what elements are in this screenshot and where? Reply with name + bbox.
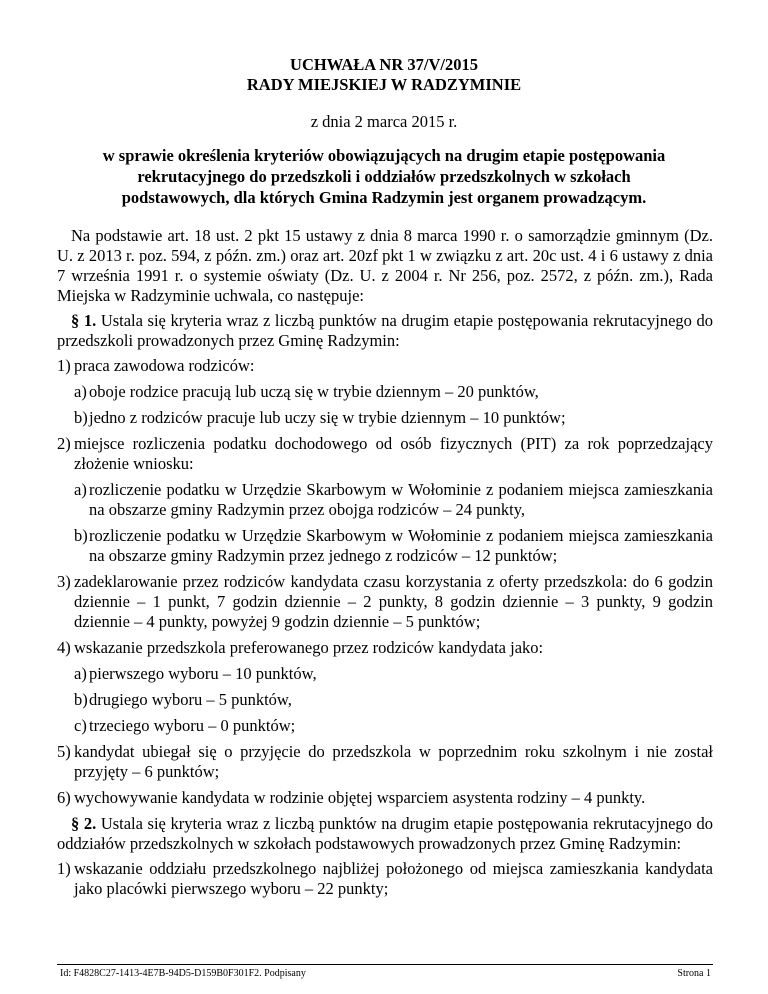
- subitem-text: pierwszego wyboru – 10 punktów,: [89, 664, 317, 683]
- subitem-letter: b): [74, 690, 88, 709]
- item-text: kandydat ubiegał się o przyjęcie do przedszkola w poprzednim roku szkolnym i nie został przyjęty – 6 punktów;: [74, 742, 713, 781]
- item-text: zadeklarowanie przez rodziców kandydata czasu korzystania z oferty przedszkola: do 6 godzin dziennie – 1 punkt, 7 godzin dziennie – 2 punkty, 8 godzin dziennie – 3 punkty, 9 godzin dziennie – 4 punkty, powyżej 9 godzin dziennie – 5 punktów;: [74, 572, 713, 631]
- list-subitem: [57, 664, 713, 684]
- council-name: RADY MIEJSKIEJ W RADZYMINIE: [246, 75, 522, 94]
- list-item: [57, 788, 713, 808]
- resolution-number: UCHWAŁA NR 37/V/2015: [290, 55, 478, 74]
- document-id: Id: F4828C27-1413-4E7B-94D5-D159B0F301F2. Podpisany: [60, 968, 306, 979]
- subitem-text: trzeciego wyboru – 0 punktów;: [89, 716, 296, 735]
- page-number: Strona 1: [677, 968, 711, 979]
- item-text: wskazanie przedszkola preferowanego przez rodziców kandydata jako:: [74, 638, 544, 657]
- list-item: [57, 742, 713, 782]
- item-text: wychowywanie kandydata w rodzinie objętej wsparciem asystenta rodziny – 4 punkty.: [74, 788, 646, 807]
- subitem-letter: a): [74, 664, 87, 683]
- subitem-letter: b): [74, 526, 88, 545]
- section-2-label: § 2.: [71, 814, 97, 833]
- list-subitem: [57, 480, 713, 520]
- item-number: 1): [57, 356, 71, 375]
- list-subitem: [57, 526, 713, 566]
- subitem-letter: c): [74, 716, 87, 735]
- subitem-letter: a): [74, 480, 87, 499]
- section-1: [57, 311, 713, 351]
- subitem-text: oboje rodzice pracują lub uczą się w trybie dziennym – 20 punktów,: [89, 382, 539, 401]
- subitem-letter: b): [74, 408, 88, 427]
- list-subitem: [57, 382, 713, 402]
- list-subitem: [57, 408, 713, 428]
- item-number: 5): [57, 742, 71, 761]
- item-number: 2): [57, 434, 71, 453]
- item-text: miejsce rozliczenia podatku dochodowego od osób fizycznych (PIT) za rok poprzedzający złożenie wniosku:: [74, 434, 713, 473]
- list-item: [57, 356, 713, 376]
- list-item: [57, 434, 713, 474]
- item-number: 1): [57, 859, 71, 878]
- resolution-subject: w sprawie określenia kryteriów obowiązujących na drugim etapie postępowania rekrutacyjnego do przedszkoli i oddziałów przedszkolnych w szkołach podstawowych, dla których Gmina Radzymin jest organem prowadzącym.: [102, 146, 666, 207]
- document-body: [57, 226, 713, 905]
- list-subitem: [57, 716, 713, 736]
- subitem-text: rozliczenie podatku w Urzędzie Skarbowym w Wołominie z podaniem miejsca zamieszkania na obszarze gminy Radzymin przez obojga rodziców – 24 punkty,: [89, 480, 713, 519]
- footer-divider: [57, 964, 713, 965]
- subitem-text: drugiego wyboru – 5 punktów,: [89, 690, 292, 709]
- section-1-text: Ustala się kryteria wraz z liczbą punktów na drugim etapie postępowania rekrutacyjnego do przedszkoli prowadzonych przez Gminę Radzymin:: [57, 311, 714, 350]
- item-number: 6): [57, 788, 71, 807]
- resolution-date: z dnia 2 marca 2015 r.: [310, 112, 458, 131]
- list-subitem: [57, 690, 713, 710]
- subitem-letter: a): [74, 382, 87, 401]
- list-item: [57, 638, 713, 658]
- subitem-text: rozliczenie podatku w Urzędzie Skarbowym w Wołominie z podaniem miejsca zamieszkania na obszarze gminy Radzymin przez jednego z rodziców – 12 punktów;: [89, 526, 713, 565]
- item-number: 3): [57, 572, 71, 591]
- item-text: wskazanie oddziału przedszkolnego najbliżej położonego od miejsca zamieszkania kandydata jako placówki pierwszego wyboru – 22 punkty;: [74, 859, 713, 898]
- list-item: [57, 859, 713, 899]
- item-number: 4): [57, 638, 71, 657]
- item-text: praca zawodowa rodziców:: [74, 356, 255, 375]
- section-2: [57, 814, 713, 854]
- section-1-label: § 1.: [71, 311, 97, 330]
- subitem-text: jedno z rodziców pracuje lub uczy się w trybie dziennym – 10 punktów;: [89, 408, 566, 427]
- preamble: Na podstawie art. 18 ust. 2 pkt 15 ustawy z dnia 8 marca 1990 r. o samorządzie gminnym (Dz. U. z 2013 r. poz. 594, z późn. zm.) oraz art. 20zf pkt 1 w związku z art. 20c ust. 4 i 6 ustawy z dnia 7 września 1991 r. o systemie oświaty (Dz. U. z 2004 r. Nr 256, poz. 2572, z późn. zm.), Rada Miejska w Radzyminie uchwala, co następuje:: [57, 226, 713, 305]
- section-2-text: Ustala się kryteria wraz z liczbą punktów na drugim etapie postępowania rekrutacyjnego do oddziałów przedszkolnych w szkołach podstawowych prowadzonych przez Gminę Radzymin:: [57, 814, 714, 853]
- list-item: [57, 572, 713, 632]
